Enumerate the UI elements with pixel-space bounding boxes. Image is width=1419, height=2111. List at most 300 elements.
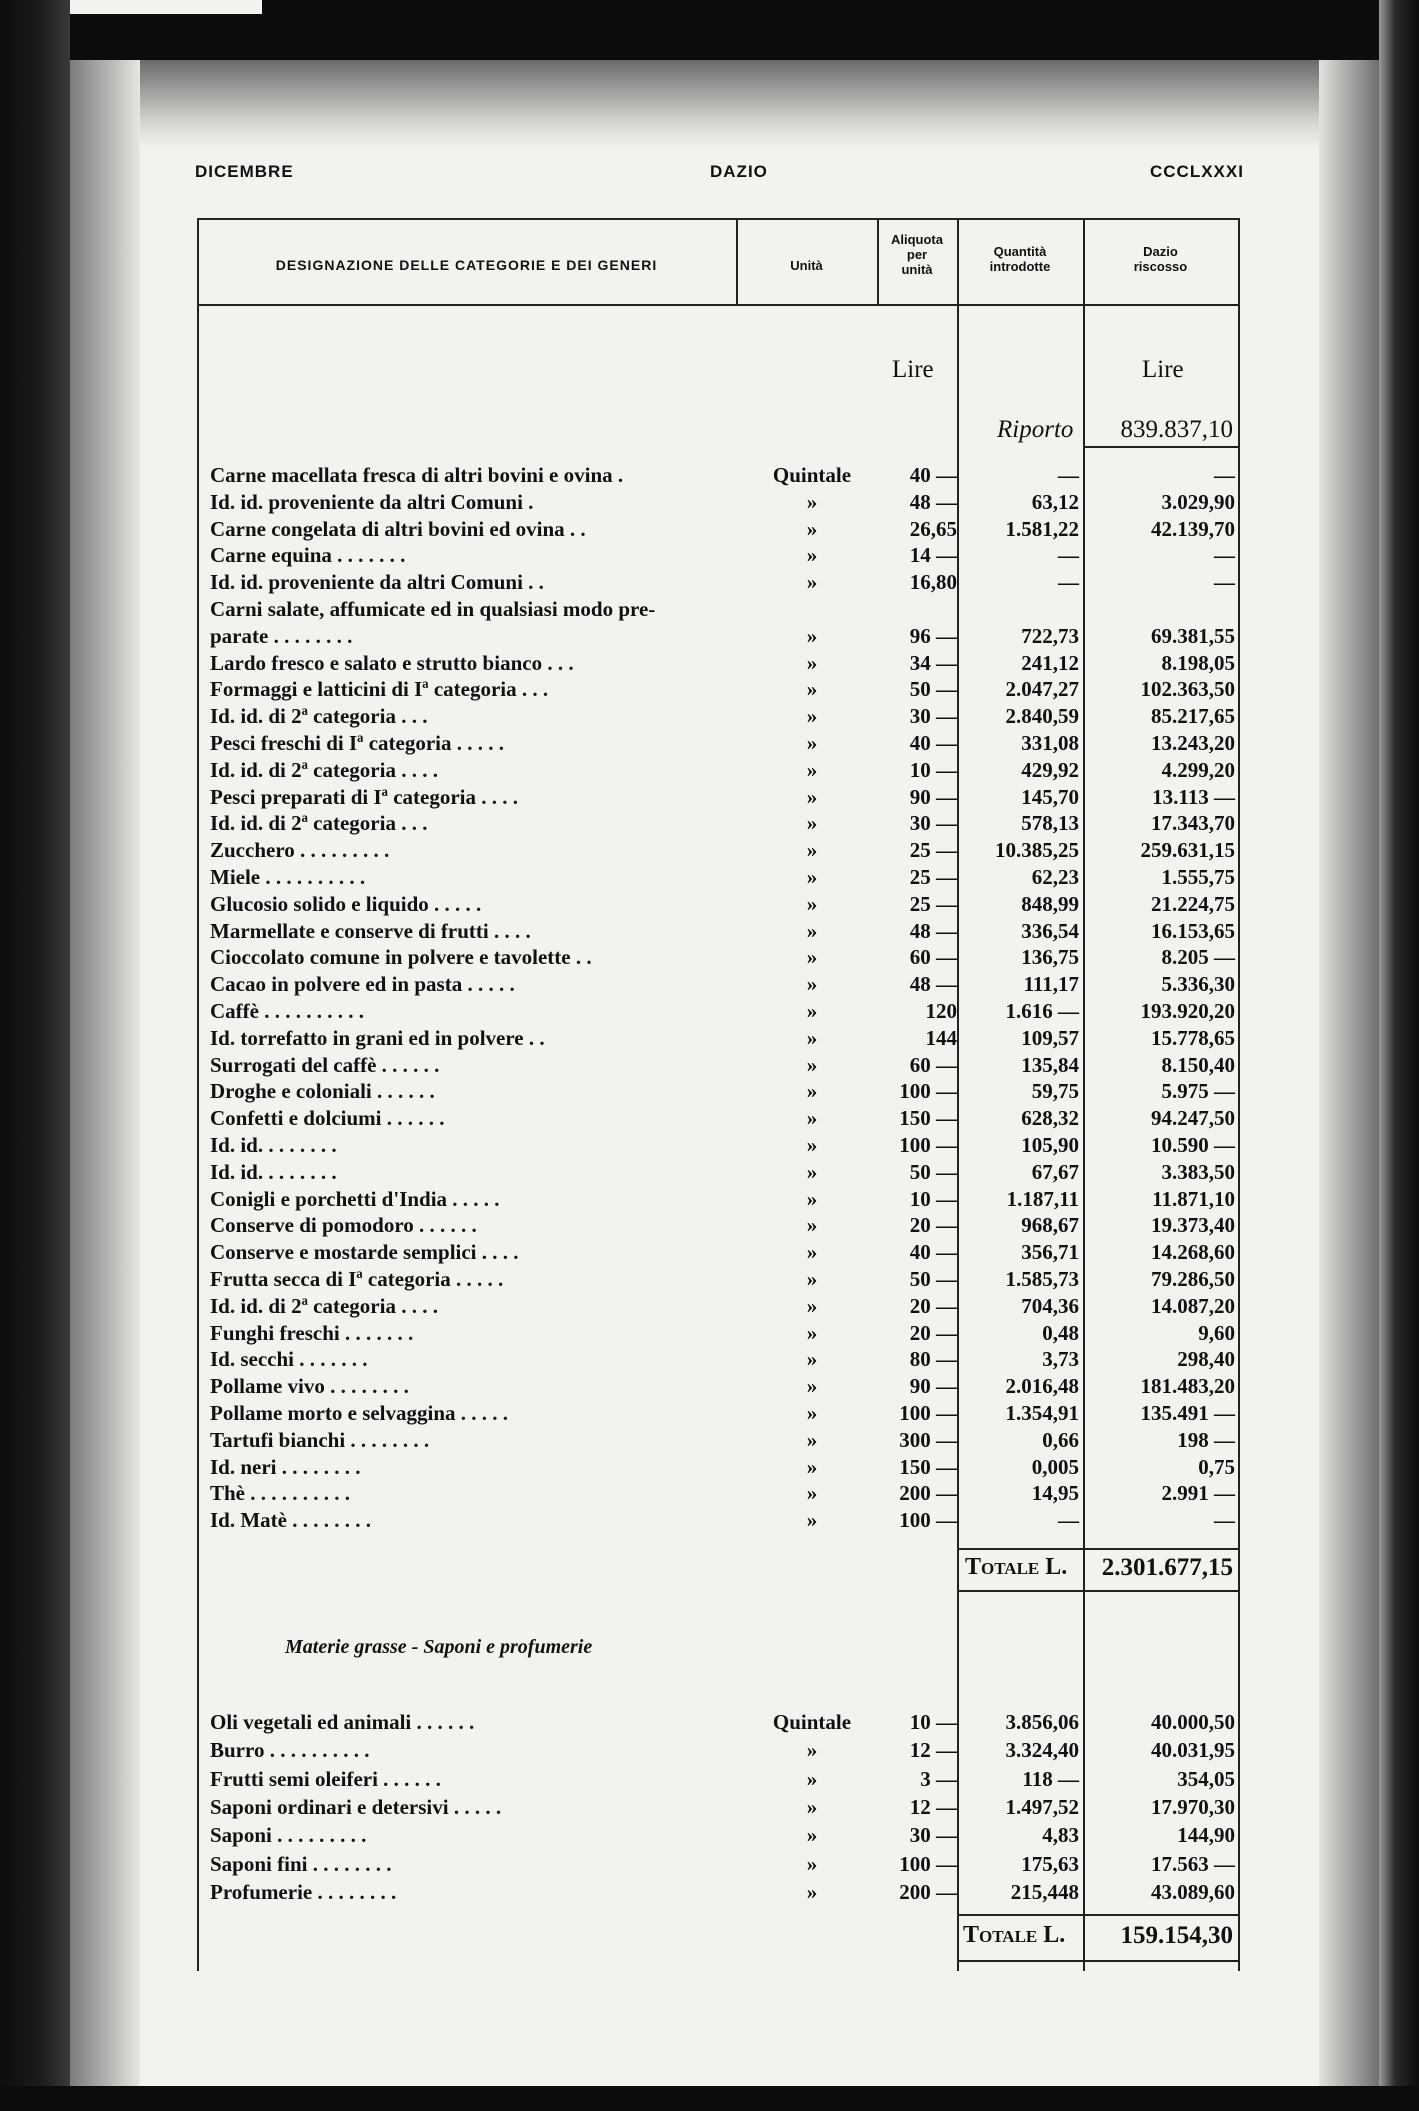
row-unit: »	[806, 784, 818, 809]
row-quantity: 2.016,48	[1005, 1374, 1079, 1399]
total-1-value: 2.301.677,15	[1101, 1554, 1233, 1581]
row-rate: 12 —	[909, 1794, 957, 1819]
row-rate: 100 —	[899, 1401, 957, 1425]
row-description: Pesci preparati di Iª categoria . . . .	[210, 784, 519, 809]
row-rate: 96 —	[909, 623, 957, 648]
row-tax: 102.363,50	[1140, 677, 1235, 702]
row-unit: »	[806, 1879, 818, 1904]
table-row	[197, 784, 1240, 811]
row-rate: 20 —	[909, 1293, 957, 1318]
row-tax: 16.153,65	[1151, 918, 1235, 943]
row-rate: 300 —	[899, 1427, 957, 1452]
row-quantity: 63,12	[1031, 489, 1079, 514]
scan-shadow-top	[70, 60, 1379, 150]
row-unit: »	[806, 1374, 818, 1399]
row-rate: 60 —	[909, 945, 957, 970]
row-unit: »	[806, 838, 818, 863]
row-rate: 200 —	[899, 1879, 957, 1904]
row-tax: 354,05	[1177, 1766, 1235, 1791]
row-unit: »	[806, 1508, 818, 1533]
row-unit: »	[806, 865, 818, 889]
row-unit: »	[806, 1025, 818, 1050]
table-row	[197, 864, 1240, 891]
row-tax: 4.299,20	[1161, 757, 1235, 782]
row-tax: 85.217,65	[1151, 704, 1235, 729]
row-tax: 8.198,05	[1161, 650, 1235, 675]
row-description: Caffè . . . . . . . . . .	[210, 999, 364, 1023]
table-row	[197, 1293, 1240, 1320]
table-row	[197, 489, 1240, 516]
row-description: Conserve e mostarde semplici . . . .	[210, 1240, 519, 1265]
row-tax: 14.268,60	[1151, 1240, 1235, 1265]
row-description: Pollame vivo . . . . . . . .	[210, 1374, 409, 1399]
col-header-rate-line3: unità	[901, 262, 933, 277]
row-tax: —	[1214, 543, 1235, 568]
row-quantity: 109,57	[1021, 1025, 1079, 1050]
row-tax: 17.343,70	[1151, 811, 1235, 836]
row-description: Droghe e coloniali . . . . . .	[210, 1079, 435, 1104]
row-rate: 120	[925, 999, 957, 1023]
row-rate: 3 —	[920, 1766, 957, 1791]
row-tax: 1.555,75	[1161, 865, 1235, 889]
row-quantity: 1.497,52	[1005, 1794, 1079, 1819]
row-unit: »	[806, 1454, 818, 1479]
row-description: Zucchero . . . . . . . . .	[210, 838, 390, 863]
row-tax: —	[1214, 1508, 1235, 1533]
row-quantity: —	[1058, 1508, 1079, 1533]
total-2-label: Totale L.	[963, 1922, 1066, 1948]
row-tax: 259.631,15	[1140, 838, 1235, 863]
row-tax: 5.975 —	[1161, 1079, 1235, 1104]
row-description: Lardo fresco e salato e strutto bianco . . .	[210, 650, 574, 675]
row-rate: 30 —	[909, 1823, 957, 1848]
row-description: Funghi freschi . . . . . . .	[210, 1320, 414, 1345]
row-unit: »	[806, 1851, 818, 1876]
row-description: Surrogati del caffè . . . . . .	[210, 1052, 440, 1077]
row-unit: »	[806, 1347, 818, 1372]
row-description: Id. id. . . . . . . .	[210, 1133, 337, 1157]
col-header-quantity	[957, 244, 1083, 274]
row-description: Pollame morto e selvaggina . . . . .	[210, 1401, 509, 1425]
row-quantity: 145,70	[1021, 784, 1079, 809]
col-header-description: DESIGNAZIONE DELLE CATEGORIE E DEI GENERI	[275, 257, 658, 273]
row-unit: »	[806, 891, 818, 916]
row-quantity: 1.354,91	[1005, 1401, 1079, 1425]
row-quantity: 1.616 —	[1005, 999, 1079, 1023]
row-unit: »	[806, 1293, 818, 1318]
table-row	[197, 1212, 1240, 1239]
row-description: Carni salate, affumicate ed in qualsiasi modo pre-	[210, 597, 656, 621]
row-unit: »	[806, 972, 818, 997]
row-description: Miele . . . . . . . . . .	[210, 865, 366, 889]
row-description: Formaggi e latticini di Iª categoria . . .	[210, 677, 549, 702]
row-tax: 69.381,55	[1151, 623, 1235, 648]
row-unit: »	[806, 731, 818, 755]
row-quantity: 59,75	[1031, 1079, 1079, 1104]
row-quantity: 1.187,11	[1006, 1186, 1079, 1211]
row-description: Frutti semi oleiferi . . . . . .	[210, 1766, 441, 1791]
row-tax: 9,60	[1198, 1320, 1235, 1345]
row-description: Id. Matè . . . . . . . .	[210, 1508, 371, 1533]
table-row	[197, 944, 1240, 971]
row-rate: 25 —	[909, 891, 957, 916]
row-quantity: 1.581,22	[1005, 516, 1079, 541]
row-tax: 94.247,50	[1151, 1106, 1235, 1131]
row-quantity: 336,54	[1021, 918, 1079, 943]
table-row	[197, 676, 1240, 703]
row-unit: »	[806, 1401, 818, 1425]
row-tax: 198 —	[1177, 1427, 1235, 1452]
row-description: Tartufi bianchi . . . . . . . .	[210, 1427, 430, 1452]
riporto-value: 839.837,10	[1120, 416, 1233, 443]
row-unit: »	[806, 1186, 818, 1211]
table-header-rule	[197, 304, 1240, 306]
row-tax: 17.563 —	[1151, 1851, 1235, 1876]
row-tax: 8.150,40	[1161, 1052, 1235, 1077]
scan-shadow-right	[1319, 60, 1379, 2086]
row-quantity: 118 —	[1022, 1766, 1079, 1791]
row-rate: 48 —	[909, 918, 957, 943]
table-row	[197, 1320, 1240, 1347]
row-tax: 0,75	[1198, 1454, 1235, 1479]
row-quantity: 10.385,25	[995, 838, 1079, 863]
row-unit: »	[806, 489, 818, 514]
row-rate: 10 —	[909, 757, 957, 782]
row-unit: »	[806, 945, 818, 970]
row-tax: 42.139,70	[1151, 516, 1235, 541]
row-tax: 14.087,20	[1151, 1293, 1235, 1318]
row-quantity: 578,13	[1021, 811, 1079, 836]
table-row	[197, 1507, 1240, 1534]
scan-border-left	[0, 0, 70, 2111]
row-rate: 80 —	[909, 1347, 957, 1372]
row-rate: 100 —	[899, 1079, 957, 1104]
row-quantity: 331,08	[1021, 731, 1079, 755]
row-rate: 48 —	[909, 972, 957, 997]
row-unit: »	[806, 1794, 818, 1819]
row-tax: 21.224,75	[1151, 891, 1235, 916]
row-rate: 16,80	[909, 570, 957, 595]
row-unit: »	[806, 1738, 818, 1763]
table-top-rule	[197, 218, 1240, 220]
row-rate: 25 —	[909, 865, 957, 889]
row-unit: »	[806, 677, 818, 702]
table-row	[197, 1737, 1240, 1764]
table-row	[197, 918, 1240, 945]
row-tax: 3.029,90	[1161, 489, 1235, 514]
total-1-label: Totale L.	[965, 1554, 1068, 1580]
table-row	[197, 1373, 1240, 1400]
row-quantity: 105,90	[1021, 1133, 1079, 1157]
row-unit: »	[806, 1481, 818, 1506]
row-description: Id. id. di 2ª categoria . . . .	[210, 757, 438, 782]
row-tax: 40.000,50	[1151, 1710, 1235, 1734]
row-description: Id. id. di 2ª categoria . . .	[210, 704, 428, 729]
dazio-table	[197, 218, 1240, 1971]
row-quantity: 62,23	[1031, 865, 1079, 889]
row-rate: 90 —	[909, 784, 957, 809]
row-unit: »	[806, 1106, 818, 1131]
row-tax: 10.590 —	[1151, 1133, 1235, 1157]
col-header-rate-line2: per	[906, 247, 928, 262]
table-row	[197, 1132, 1240, 1159]
row-description: Profumerie . . . . . . . .	[210, 1879, 397, 1904]
row-rate: 40 —	[909, 731, 957, 755]
row-rate: 100 —	[899, 1508, 957, 1533]
row-unit: »	[806, 704, 818, 729]
header-month: DICEMBRE	[195, 162, 294, 181]
row-unit: »	[806, 1823, 818, 1848]
row-quantity: —	[1058, 463, 1079, 487]
row-quantity: 0,66	[1042, 1427, 1079, 1452]
table-row	[197, 1454, 1240, 1481]
row-quantity: 241,12	[1021, 650, 1079, 675]
row-quantity: 848,99	[1021, 891, 1079, 916]
row-description: Conigli e porchetti d'India . . . . .	[210, 1186, 500, 1211]
row-quantity: 0,005	[1031, 1454, 1079, 1479]
row-description: Carne macellata fresca di altri bovini e ovina .	[210, 463, 624, 487]
row-unit: »	[806, 1427, 818, 1452]
table-row	[197, 891, 1240, 918]
row-unit: »	[806, 811, 818, 836]
table-row	[197, 623, 1240, 650]
row-tax: 8.205 —	[1161, 945, 1235, 970]
row-quantity: 2.840,59	[1005, 704, 1079, 729]
table-row	[197, 1879, 1240, 1906]
table-row	[197, 462, 1240, 489]
row-rate: 50 —	[909, 677, 957, 702]
row-rate: 20 —	[909, 1213, 957, 1238]
riporto-label: Riporto	[997, 416, 1074, 443]
row-tax: 193.920,20	[1140, 999, 1235, 1023]
row-quantity: 14,95	[1031, 1481, 1079, 1506]
table-row	[197, 1078, 1240, 1105]
row-tax: 40.031,95	[1151, 1738, 1235, 1763]
row-description: Cacao in polvere ed in pasta . . . . .	[210, 972, 515, 997]
table-row	[197, 650, 1240, 677]
scan-border-bottom	[0, 2086, 1419, 2111]
table-row	[197, 1794, 1240, 1821]
row-unit: »	[806, 1267, 818, 1291]
table-row	[197, 1186, 1240, 1213]
row-rate: 60 —	[909, 1052, 957, 1077]
row-unit: »	[806, 1766, 818, 1791]
col-header-tax-line1: Dazio	[1143, 244, 1178, 259]
row-rate: 14 —	[909, 543, 957, 568]
row-rate: 26,65	[909, 516, 957, 541]
table-row	[197, 730, 1240, 757]
table-row	[197, 703, 1240, 730]
row-description: Frutta secca di Iª categoria . . . . .	[210, 1267, 504, 1291]
row-quantity: 67,67	[1031, 1159, 1079, 1184]
row-unit: »	[806, 1052, 818, 1077]
row-unit: »	[806, 1159, 818, 1184]
row-quantity: 0,48	[1042, 1320, 1079, 1345]
row-unit: »	[806, 623, 818, 648]
row-unit: »	[806, 650, 818, 675]
row-rate: 50 —	[909, 1159, 957, 1184]
row-rate: 25 —	[909, 838, 957, 863]
row-description: Carne equina . . . . . . .	[210, 543, 406, 568]
row-quantity: 3.856,06	[1005, 1710, 1079, 1734]
row-unit: »	[806, 516, 818, 541]
table-row	[197, 1851, 1240, 1878]
table-row	[197, 542, 1240, 569]
table-row	[197, 1766, 1240, 1793]
currency-label-rate: Lire	[892, 356, 934, 383]
scan-border-right	[1379, 0, 1419, 2111]
row-tax: 11.871,10	[1152, 1186, 1235, 1211]
table-row	[197, 757, 1240, 784]
row-description: Id. id. di 2ª categoria . . .	[210, 811, 428, 836]
table-row	[197, 1427, 1240, 1454]
row-tax: 13.113 —	[1152, 784, 1235, 809]
row-quantity: 628,32	[1021, 1106, 1079, 1131]
row-unit: »	[806, 918, 818, 943]
row-quantity: 3.324,40	[1005, 1738, 1079, 1763]
row-rate: 100 —	[899, 1851, 957, 1876]
row-quantity: 4,83	[1042, 1823, 1079, 1848]
row-unit: »	[806, 1213, 818, 1238]
row-quantity: 429,92	[1021, 757, 1079, 782]
row-rate: 10 —	[909, 1186, 957, 1211]
row-description: Pesci freschi di Iª categoria . . . . .	[210, 731, 505, 755]
col-header-unit: Unità	[790, 258, 823, 273]
row-unit: »	[806, 1240, 818, 1265]
table-row	[197, 837, 1240, 864]
col-header-quantity-line2: introdotte	[989, 259, 1051, 274]
row-unit: »	[806, 757, 818, 782]
table-row	[197, 1822, 1240, 1849]
row-unit: »	[806, 543, 818, 568]
table-row	[197, 516, 1240, 543]
row-description: Id. id. proveniente da altri Comuni .	[210, 489, 534, 514]
row-tax: 15.778,65	[1151, 1025, 1235, 1050]
row-description: Burro . . . . . . . . . .	[210, 1738, 370, 1763]
row-description: Id. id. di 2ª categoria . . . .	[210, 1293, 438, 1318]
row-description: Confetti e dolciumi . . . . . .	[210, 1106, 445, 1131]
row-rate: 34 —	[909, 650, 957, 675]
row-tax: 79.286,50	[1151, 1267, 1235, 1291]
row-quantity: 2.047,27	[1005, 677, 1079, 702]
row-rate: 48 —	[909, 489, 957, 514]
row-rate: 150 —	[899, 1106, 957, 1131]
row-unit: »	[806, 1320, 818, 1345]
row-unit: »	[806, 1133, 818, 1157]
row-description: Carne congelata di altri bovini ed ovina . .	[210, 516, 586, 541]
table-row	[197, 1105, 1240, 1132]
row-tax: 135.491 —	[1140, 1401, 1235, 1425]
col-header-rate-line1: Aliquota	[891, 232, 943, 247]
table-row	[197, 1025, 1240, 1052]
row-unit: »	[806, 570, 818, 595]
total-2-value: 159.154,30	[1120, 1922, 1233, 1949]
row-description: Id. neri . . . . . . . .	[210, 1454, 361, 1479]
row-description: Saponi . . . . . . . . .	[210, 1823, 367, 1848]
table-row	[197, 1346, 1240, 1373]
row-description: Id. secchi . . . . . . .	[210, 1347, 368, 1372]
row-quantity: 111,17	[1023, 972, 1079, 997]
row-quantity: 968,67	[1021, 1213, 1079, 1238]
row-tax: 144,90	[1177, 1823, 1235, 1848]
currency-label-tax: Lire	[1142, 356, 1184, 383]
col-header-quantity-line1: Quantità	[993, 244, 1047, 259]
table-row	[197, 569, 1240, 596]
row-description: Saponi ordinari e detersivi . . . . .	[210, 1794, 502, 1819]
row-unit: »	[806, 1079, 818, 1104]
row-description: Thè . . . . . . . . . .	[210, 1481, 351, 1506]
row-rate: 10 —	[909, 1710, 957, 1734]
row-tax: 5.336,30	[1161, 972, 1235, 997]
table-row	[197, 1239, 1240, 1266]
row-quantity: —	[1058, 570, 1079, 595]
row-quantity: 135,84	[1021, 1052, 1079, 1077]
table-row	[197, 596, 1240, 623]
col-header-rate	[877, 232, 957, 277]
row-tax: 3.383,50	[1161, 1159, 1235, 1184]
table-row	[197, 810, 1240, 837]
row-description: Marmellate e conserve di frutti . . . .	[210, 918, 531, 943]
section-title: Materie grasse - Saponi e profumerie	[285, 1636, 593, 1658]
row-description: Glucosio solido e liquido . . . . .	[210, 891, 482, 916]
row-description: Saponi fini . . . . . . . .	[210, 1851, 392, 1876]
table-row	[197, 998, 1240, 1025]
row-rate: 12 —	[909, 1738, 957, 1763]
header-page-number: CCCLXXXI	[1150, 162, 1244, 181]
row-tax: 298,40	[1177, 1347, 1235, 1372]
row-tax: 19.373,40	[1151, 1213, 1235, 1238]
row-tax: 17.970,30	[1151, 1794, 1235, 1819]
row-rate: 90 —	[909, 1374, 957, 1399]
table-row	[197, 1400, 1240, 1427]
col-header-tax	[1083, 244, 1238, 274]
row-quantity: 356,71	[1021, 1240, 1079, 1265]
row-quantity: 3,73	[1042, 1347, 1079, 1372]
row-description: Id. id. proveniente da altri Comuni . .	[210, 570, 544, 595]
row-unit: Quintale	[772, 1710, 852, 1734]
row-rate: 100 —	[899, 1133, 957, 1157]
table-row	[197, 1052, 1240, 1079]
row-description: parate . . . . . . . .	[210, 623, 353, 648]
row-tax: 181.483,20	[1140, 1374, 1235, 1399]
row-rate: 40 —	[909, 1240, 957, 1265]
riporto-box	[1083, 408, 1238, 448]
row-rate: 150 —	[899, 1454, 957, 1479]
table-row	[197, 1266, 1240, 1293]
row-quantity: —	[1058, 543, 1079, 568]
row-description: Cioccolato comune in polvere e tavolette . .	[210, 945, 592, 970]
row-quantity: 722,73	[1021, 623, 1079, 648]
row-rate: 30 —	[909, 704, 957, 729]
col-header-tax-line2: riscosso	[1133, 259, 1188, 274]
row-description: Conserve di pomodoro . . . . . .	[210, 1213, 477, 1238]
row-rate: 200 —	[899, 1481, 957, 1506]
row-quantity: 1.585,73	[1005, 1267, 1079, 1291]
row-tax: —	[1214, 570, 1235, 595]
row-rate: 50 —	[909, 1267, 957, 1291]
row-tax: 13.243,20	[1151, 731, 1235, 755]
row-unit: Quintale	[772, 463, 852, 487]
header-section: DAZIO	[710, 162, 768, 181]
row-description: Oli vegetali ed animali . . . . . .	[210, 1710, 475, 1734]
row-tax: 43.089,60	[1151, 1879, 1235, 1904]
row-quantity: 215,448	[1010, 1879, 1079, 1904]
row-quantity: 136,75	[1021, 945, 1079, 970]
row-rate: 30 —	[909, 811, 957, 836]
row-unit: »	[806, 999, 818, 1023]
row-description: Id. id. . . . . . . .	[210, 1159, 337, 1184]
row-tax: 2.991 —	[1161, 1481, 1235, 1506]
